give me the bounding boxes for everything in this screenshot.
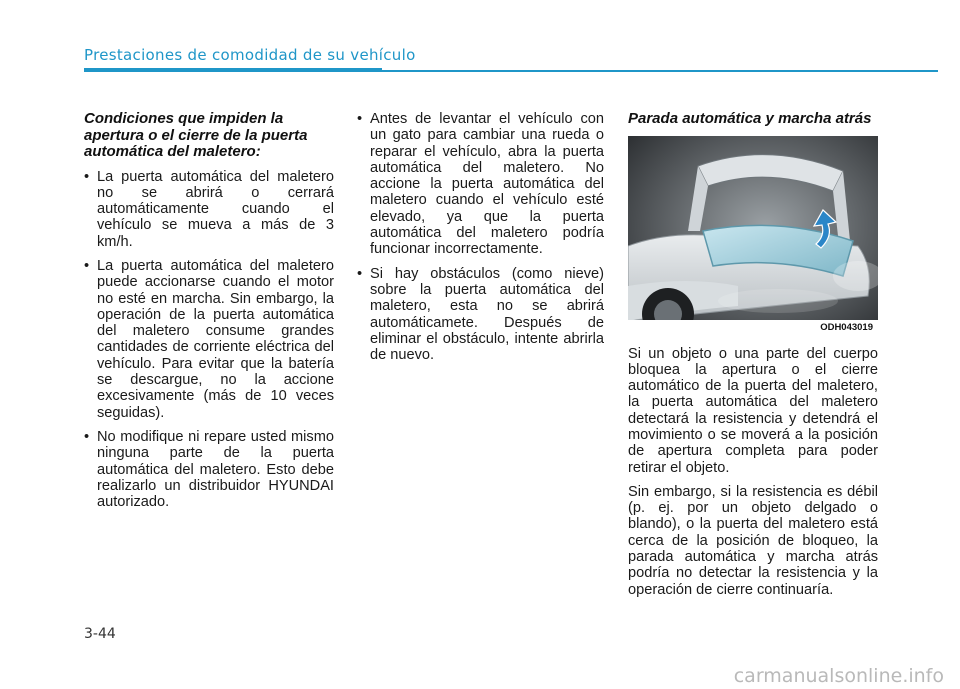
bullet-dot: • (357, 111, 363, 127)
list-item-text: Si hay obstáculos (como nieve) sobre la puerta automática del maletero, esta no se abrirá automáticamete. Después de eliminar el obstáculo, intente abrirla de nuevo. (370, 265, 604, 364)
paragraph: Sin embargo, si la resistencia es débil (p. ej. por un objeto delgado o blando), o la puerta del maletero está cerca de la posición de bloqueo, la parada automática y marcha atrás podría no detectar la resistencia y la operación de cierre continuaría. (628, 483, 878, 598)
trunk-illustration (628, 136, 878, 336)
header-rule-thin (382, 70, 938, 72)
cautions-list (357, 111, 604, 363)
conditions-heading: Condiciones que impiden la apertura o el cierre de la puerta automática del maletero: (84, 110, 308, 160)
auto-reverse-heading: Parada automática y marcha atrás (628, 110, 872, 127)
list-item (84, 429, 334, 510)
list-item (84, 258, 334, 421)
middle-column (357, 111, 604, 371)
left-column (84, 111, 334, 518)
right-column (628, 111, 878, 606)
bullet-dot: • (357, 265, 363, 282)
bullet-dot: • (84, 168, 90, 185)
figure-code: ODH043019 (817, 322, 876, 334)
list-item-text: La puerta automática del maletero puede accionarse cuando el motor no esté en marcha. Sin embargo, la operación de la puerta automática del maletero consume grandes cantidades de corriente eléctrica del vehículo. Para evitar que la batería se descargue, no la accione excesivamente (más de 10 veces seguidas). (97, 257, 334, 421)
trunk-lid-image (628, 136, 878, 336)
list-item (357, 266, 604, 364)
list-item (357, 111, 604, 258)
bullet-dot: • (84, 257, 90, 274)
section-title: Prestaciones de comodidad de su vehículo (84, 46, 416, 64)
list-item-text: No modifique ni repare usted mismo ninguna parte de la puerta automática del maletero. Esto debe realizarlo un distribuidor HYUNDAI autorizado. (97, 428, 334, 511)
list-item-text: Antes de levantar el vehículo con un gato para cambiar una rueda o reparar el vehículo, abra la puerta automática del maletero. No accione la puerta automática del maletero cuando el vehículo esté elevado, ya que la puerta automática del maletero podría funcionar incorrectamente. (370, 111, 604, 258)
bullet-dot: • (84, 428, 90, 445)
header-rule-thick (84, 68, 382, 72)
list-item (84, 169, 334, 250)
watermark: carmanualsonline.info (733, 665, 944, 687)
paragraph: Si un objeto o una parte del cuerpo bloquea la apertura o el cierre automático de la puerta del maletero, la puerta automática del maletero detectará la resistencia y detendrá el movimiento o se moverá a la posición de apertura completa para poder retirar el objeto. (628, 345, 878, 476)
list-item-text: La puerta automática del maletero no se abrirá o cerrará automáticamente cuando el vehículo se mueva a más de 3 km/h. (97, 168, 334, 250)
page-number: 3-44 (84, 626, 116, 642)
conditions-list (84, 169, 334, 511)
